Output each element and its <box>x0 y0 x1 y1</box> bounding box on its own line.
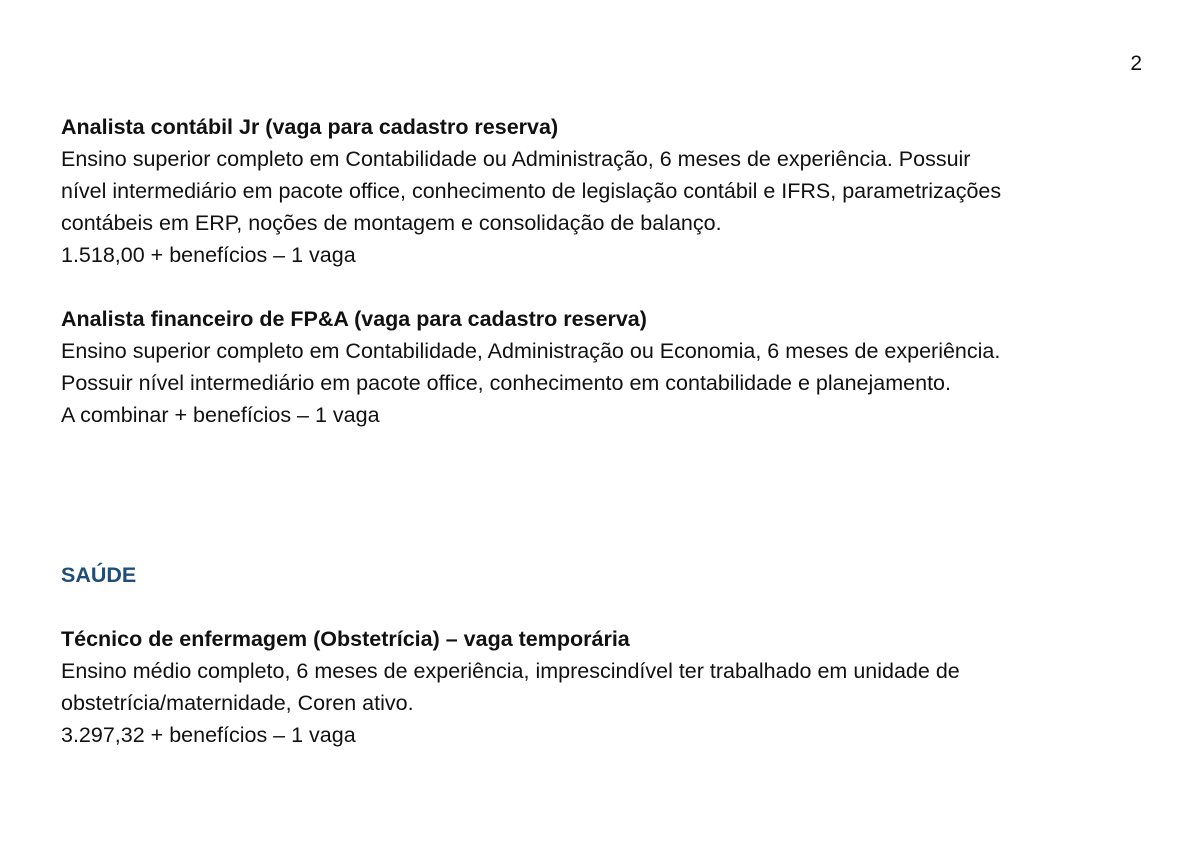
spacer <box>61 271 1151 303</box>
job-salary: 3.297,32 + benefícios – 1 vaga <box>61 723 356 747</box>
spacer <box>61 591 1151 623</box>
job-title: Técnico de enfermagem (Obstetrícia) – vaga temporária <box>61 627 630 651</box>
document-body <box>61 111 1151 751</box>
job-title: Analista financeiro de FP&A (vaga para cadastro reserva) <box>61 307 647 331</box>
job-listing-analista-financeiro <box>61 303 1151 431</box>
job-description-line: obstetrícia/maternidade, Coren ativo. <box>61 691 414 715</box>
job-salary: A combinar + benefícios – 1 vaga <box>61 403 380 427</box>
job-description-line: Ensino superior completo em Contabilidade, Administração ou Economia, 6 meses de experiência. <box>61 339 1001 363</box>
job-description-line: contábeis em ERP, noções de montagem e consolidação de balanço. <box>61 211 722 235</box>
job-description-line: Ensino superior completo em Contabilidade ou Administração, 6 meses de experiência. Possuir <box>61 147 971 171</box>
job-listing-analista-contabil <box>61 111 1151 271</box>
job-listing-tecnico-enfermagem <box>61 623 1151 751</box>
section-heading: SAÚDE <box>61 563 137 587</box>
job-title: Analista contábil Jr (vaga para cadastro reserva) <box>61 115 559 139</box>
job-description-line: nível intermediário em pacote office, conhecimento de legislação contábil e IFRS, parametrizações <box>61 179 1002 203</box>
job-description-line: Possuir nível intermediário em pacote office, conhecimento em contabilidade e planejamento. <box>61 371 951 395</box>
job-salary: 1.518,00 + benefícios – 1 vaga <box>61 243 356 267</box>
spacer <box>61 431 1151 559</box>
page-number: 2 <box>1130 52 1142 75</box>
job-description-line: Ensino médio completo, 6 meses de experiência, imprescindível ter trabalhado em unidade de <box>61 659 960 683</box>
